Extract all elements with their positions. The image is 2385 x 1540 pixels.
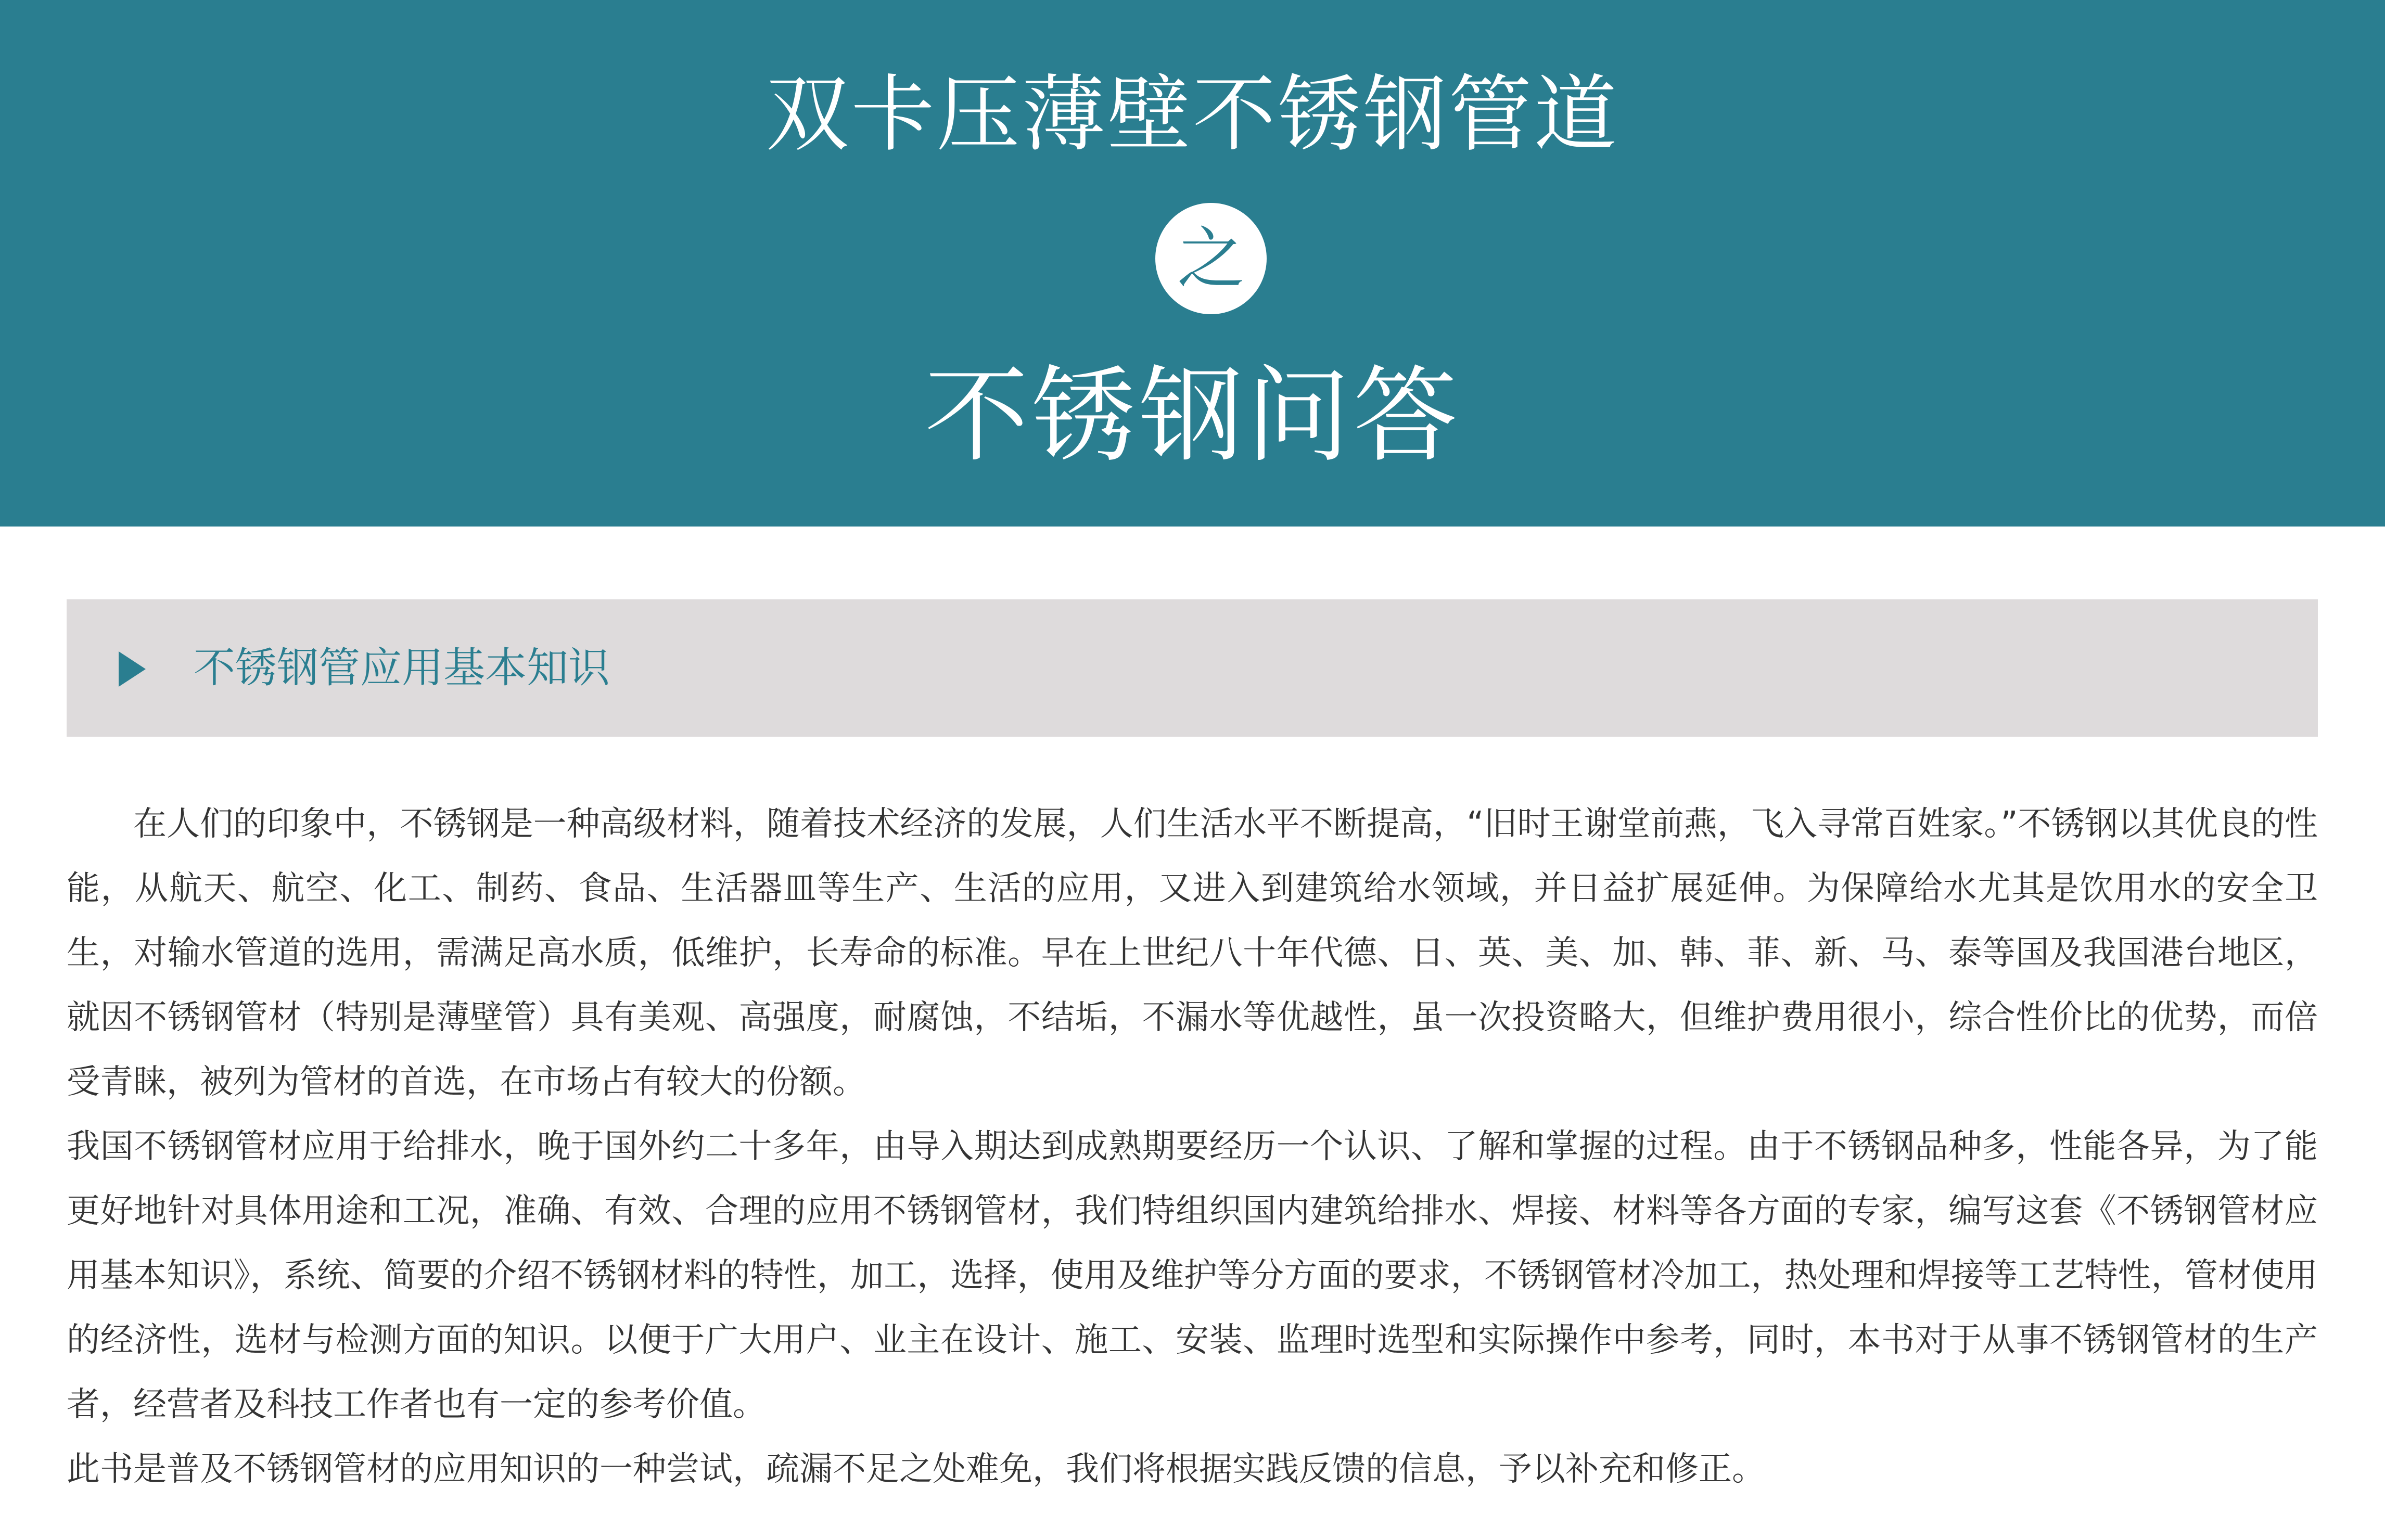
page-title: 双卡压薄壁不锈钢管道 [766, 66, 1619, 163]
connector-badge: 之 [1155, 203, 1267, 314]
paragraph: 此书是普及不锈钢管材的应用知识的一种尝试，疏漏不足之处难免，我们将根据实践反馈的信息，予以补充和修正。 [67, 1450, 1765, 1488]
paragraph: 在人们的印象中，不锈钢是一种高级材料，随着技术经济的发展，人们生活水平不断提高，“旧时王谢堂前燕，飞入寻常百姓家。”不锈钢以其优良的性能，从航天、航空、化工、制药、食品、生活器皿等生产、生活的应用，又进入到建筑给水领域，并日益扩展延伸。为保障给水尤其是饮用水的安全卫生，对输水管道的选用，需满足高水质，低维护，长寿命的标准。早在上世纪八十年代德、日、英、美、加、韩、菲、新、马、泰等国及我国港台地区，就因不锈钢管材（特别是薄壁管）具有美观、高强度，耐腐蚀，不结垢，不漏水等优越性，虽一次投资略大，但维护费用很小，综合性价比的优势，而倍受青睐，被列为管材的首选，在市场占有较大的份额。 [67, 805, 2318, 1101]
page-subtitle: 不锈钢问答 [924, 355, 1461, 477]
section-header [67, 599, 2318, 737]
triangle-right-icon [119, 651, 146, 687]
header-banner [0, 0, 2385, 527]
paragraph: 我国不锈钢管材应用于给排水，晚于国外约二十多年，由导入期达到成熟期要经历一个认识、了解和掌握的过程。由于不锈钢品种多，性能各异，为了能更好地针对具体用途和工况，准确、有效、合理的应用不锈钢管材，我们特组织国内建筑给排水、焊接、材料等各方面的专家，编写这套《不锈钢管材应用基本知识》，系统、简要的介绍不锈钢材料的特性，加工，选择，使用及维护等分方面的要求，不锈钢管材冷加工，热处理和焊接等工艺特性，管材使用的经济性，选材与检测方面的知识。以便于广大用户、业主在设计、施工、安装、监理时选型和实际操作中参考，同时，本书对于从事不锈钢管材的生产者，经营者及科技工作者也有一定的参考价值。 [67, 1127, 2318, 1424]
article-body [67, 792, 2318, 1502]
section-title: 不锈钢管应用基本知识 [194, 644, 610, 692]
